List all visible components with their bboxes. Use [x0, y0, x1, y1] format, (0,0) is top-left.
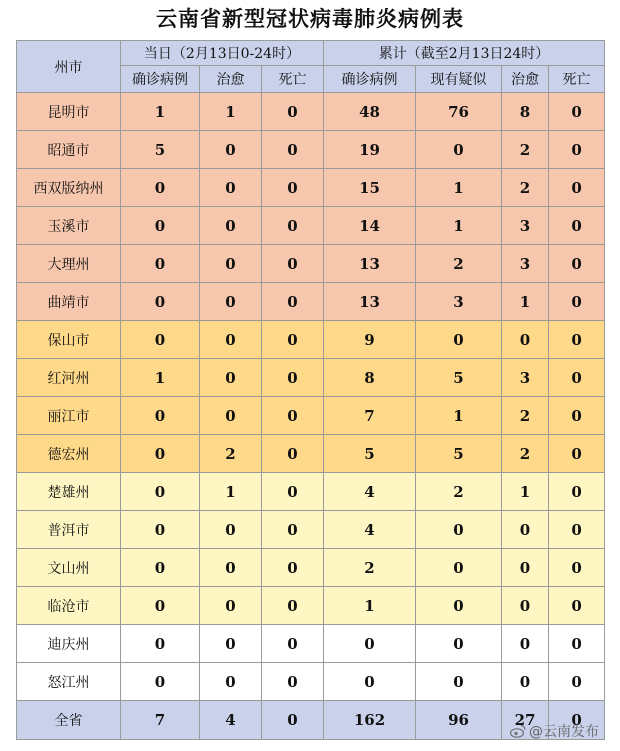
total-name: 全省 — [17, 701, 121, 740]
cum-suspected: 2 — [416, 245, 502, 283]
cum-deaths: 0 — [549, 131, 605, 169]
city-name: 保山市 — [17, 321, 121, 359]
cum-deaths: 0 — [549, 321, 605, 359]
cum-deaths: 0 — [549, 511, 605, 549]
cum-cured: 1 — [502, 473, 549, 511]
cum-cured: 0 — [502, 321, 549, 359]
cum-suspected: 2 — [416, 473, 502, 511]
header-daily-cured: 治愈 — [200, 66, 262, 93]
total-cum-confirmed: 162 — [324, 701, 416, 740]
daily-confirmed: 0 — [121, 435, 200, 473]
daily-cured: 0 — [200, 663, 262, 701]
cum-suspected: 5 — [416, 359, 502, 397]
cum-deaths: 0 — [549, 93, 605, 131]
daily-cured: 0 — [200, 549, 262, 587]
cum-cured: 0 — [502, 511, 549, 549]
daily-confirmed: 0 — [121, 549, 200, 587]
daily-deaths: 0 — [262, 93, 324, 131]
table-row — [17, 473, 605, 511]
daily-cured: 0 — [200, 169, 262, 207]
daily-cured: 0 — [200, 321, 262, 359]
cum-deaths: 0 — [549, 473, 605, 511]
cum-suspected: 0 — [416, 587, 502, 625]
daily-cured: 0 — [200, 625, 262, 663]
cum-confirmed: 5 — [324, 435, 416, 473]
daily-deaths: 0 — [262, 587, 324, 625]
daily-confirmed: 0 — [121, 663, 200, 701]
daily-confirmed: 0 — [121, 283, 200, 321]
city-name: 大理州 — [17, 245, 121, 283]
daily-deaths: 0 — [262, 397, 324, 435]
cum-cured: 3 — [502, 359, 549, 397]
daily-deaths: 0 — [262, 207, 324, 245]
city-name: 怒江州 — [17, 663, 121, 701]
daily-confirmed: 0 — [121, 587, 200, 625]
cum-suspected: 1 — [416, 207, 502, 245]
city-name: 红河州 — [17, 359, 121, 397]
cum-suspected: 0 — [416, 549, 502, 587]
city-name: 西双版纳州 — [17, 169, 121, 207]
cum-confirmed: 15 — [324, 169, 416, 207]
daily-cured: 0 — [200, 131, 262, 169]
cum-deaths: 0 — [549, 625, 605, 663]
cum-confirmed: 13 — [324, 245, 416, 283]
cum-confirmed: 13 — [324, 283, 416, 321]
cum-cured: 8 — [502, 93, 549, 131]
header-cum-cured: 治愈 — [502, 66, 549, 93]
cum-deaths: 0 — [549, 283, 605, 321]
cum-confirmed: 7 — [324, 397, 416, 435]
cum-cured: 3 — [502, 207, 549, 245]
daily-cured: 0 — [200, 511, 262, 549]
daily-cured: 0 — [200, 587, 262, 625]
header-daily-group: 当日（2月13日0-24时） — [121, 41, 324, 66]
cum-suspected: 0 — [416, 663, 502, 701]
cum-confirmed: 9 — [324, 321, 416, 359]
cum-confirmed: 19 — [324, 131, 416, 169]
table-row — [17, 283, 605, 321]
cum-confirmed: 4 — [324, 511, 416, 549]
cum-deaths: 0 — [549, 435, 605, 473]
city-name: 昆明市 — [17, 93, 121, 131]
daily-confirmed: 0 — [121, 245, 200, 283]
header-city: 州市 — [17, 41, 121, 93]
cum-deaths: 0 — [549, 207, 605, 245]
cum-suspected: 1 — [416, 169, 502, 207]
cum-suspected: 0 — [416, 511, 502, 549]
cum-confirmed: 1 — [324, 587, 416, 625]
daily-cured: 1 — [200, 473, 262, 511]
daily-deaths: 0 — [262, 321, 324, 359]
city-name: 玉溪市 — [17, 207, 121, 245]
cum-suspected: 0 — [416, 321, 502, 359]
daily-deaths: 0 — [262, 511, 324, 549]
total-cum-deaths: 0 — [549, 701, 605, 740]
page-title: 云南省新型冠状病毒肺炎病例表 — [156, 6, 464, 31]
cum-cured: 2 — [502, 435, 549, 473]
table-row — [17, 549, 605, 587]
daily-cured: 0 — [200, 397, 262, 435]
daily-deaths: 0 — [262, 473, 324, 511]
cum-suspected: 5 — [416, 435, 502, 473]
cum-cured: 2 — [502, 397, 549, 435]
cum-confirmed: 14 — [324, 207, 416, 245]
header-cum-confirmed: 确诊病例 — [324, 66, 416, 93]
city-name: 普洱市 — [17, 511, 121, 549]
cum-suspected: 76 — [416, 93, 502, 131]
daily-confirmed: 1 — [121, 93, 200, 131]
daily-confirmed: 0 — [121, 207, 200, 245]
daily-confirmed: 0 — [121, 169, 200, 207]
city-name: 曲靖市 — [17, 283, 121, 321]
header-cum-suspected: 现有疑似 — [416, 66, 502, 93]
daily-confirmed: 0 — [121, 625, 200, 663]
daily-deaths: 0 — [262, 625, 324, 663]
weibo-watermark — [510, 721, 599, 741]
daily-cured: 0 — [200, 245, 262, 283]
cum-suspected: 3 — [416, 283, 502, 321]
header-daily-confirmed: 确诊病例 — [121, 66, 200, 93]
cum-cured: 0 — [502, 625, 549, 663]
city-name: 临沧市 — [17, 587, 121, 625]
cum-cured: 0 — [502, 549, 549, 587]
daily-deaths: 0 — [262, 169, 324, 207]
daily-confirmed: 0 — [121, 511, 200, 549]
city-name: 德宏州 — [17, 435, 121, 473]
cum-deaths: 0 — [549, 549, 605, 587]
daily-deaths: 0 — [262, 663, 324, 701]
daily-deaths: 0 — [262, 549, 324, 587]
cum-deaths: 0 — [549, 397, 605, 435]
header-cumulative-group: 累计（截至2月13日24时） — [324, 41, 605, 66]
daily-cured: 2 — [200, 435, 262, 473]
header-cum-deaths: 死亡 — [549, 66, 605, 93]
cum-confirmed: 48 — [324, 93, 416, 131]
daily-deaths: 0 — [262, 435, 324, 473]
cum-deaths: 0 — [549, 359, 605, 397]
watermark-text: @云南发布 — [529, 724, 599, 740]
table-row — [17, 93, 605, 131]
total-cum-cured: 27 — [502, 701, 549, 740]
daily-confirmed: 5 — [121, 131, 200, 169]
table-row — [17, 245, 605, 283]
cum-cured: 0 — [502, 663, 549, 701]
cum-cured: 2 — [502, 131, 549, 169]
cum-confirmed: 8 — [324, 359, 416, 397]
city-name: 丽江市 — [17, 397, 121, 435]
cum-suspected: 0 — [416, 131, 502, 169]
header-daily-deaths: 死亡 — [262, 66, 324, 93]
cum-deaths: 0 — [549, 169, 605, 207]
table-row — [17, 359, 605, 397]
table-row — [17, 511, 605, 549]
cum-deaths: 0 — [549, 587, 605, 625]
city-name: 昭通市 — [17, 131, 121, 169]
daily-confirmed: 0 — [121, 473, 200, 511]
table-row — [17, 663, 605, 701]
cum-confirmed: 4 — [324, 473, 416, 511]
case-table — [16, 40, 605, 740]
daily-deaths: 0 — [262, 283, 324, 321]
daily-confirmed: 1 — [121, 359, 200, 397]
table-row — [17, 321, 605, 359]
city-name: 文山州 — [17, 549, 121, 587]
daily-cured: 0 — [200, 283, 262, 321]
daily-confirmed: 0 — [121, 321, 200, 359]
cum-cured: 3 — [502, 245, 549, 283]
table-row — [17, 625, 605, 663]
total-daily-confirmed: 7 — [121, 701, 200, 740]
cum-confirmed: 2 — [324, 549, 416, 587]
daily-cured: 1 — [200, 93, 262, 131]
cum-cured: 1 — [502, 283, 549, 321]
total-daily-deaths: 0 — [262, 701, 324, 740]
cum-suspected: 0 — [416, 625, 502, 663]
total-daily-cured: 4 — [200, 701, 262, 740]
table-row — [17, 397, 605, 435]
total-cum-suspected: 96 — [416, 701, 502, 740]
daily-cured: 0 — [200, 359, 262, 397]
cum-deaths: 0 — [549, 663, 605, 701]
cum-cured: 2 — [502, 169, 549, 207]
city-name: 迪庆州 — [17, 625, 121, 663]
daily-confirmed: 0 — [121, 397, 200, 435]
weibo-icon — [510, 724, 526, 738]
daily-deaths: 0 — [262, 131, 324, 169]
table-row — [17, 131, 605, 169]
cum-cured: 0 — [502, 587, 549, 625]
table-row — [17, 169, 605, 207]
cum-confirmed: 0 — [324, 625, 416, 663]
cum-deaths: 0 — [549, 245, 605, 283]
table-row — [17, 435, 605, 473]
cum-confirmed: 0 — [324, 663, 416, 701]
table-row — [17, 207, 605, 245]
daily-deaths: 0 — [262, 245, 324, 283]
cum-suspected: 1 — [416, 397, 502, 435]
table-row — [17, 587, 605, 625]
daily-deaths: 0 — [262, 359, 324, 397]
daily-cured: 0 — [200, 207, 262, 245]
city-name: 楚雄州 — [17, 473, 121, 511]
